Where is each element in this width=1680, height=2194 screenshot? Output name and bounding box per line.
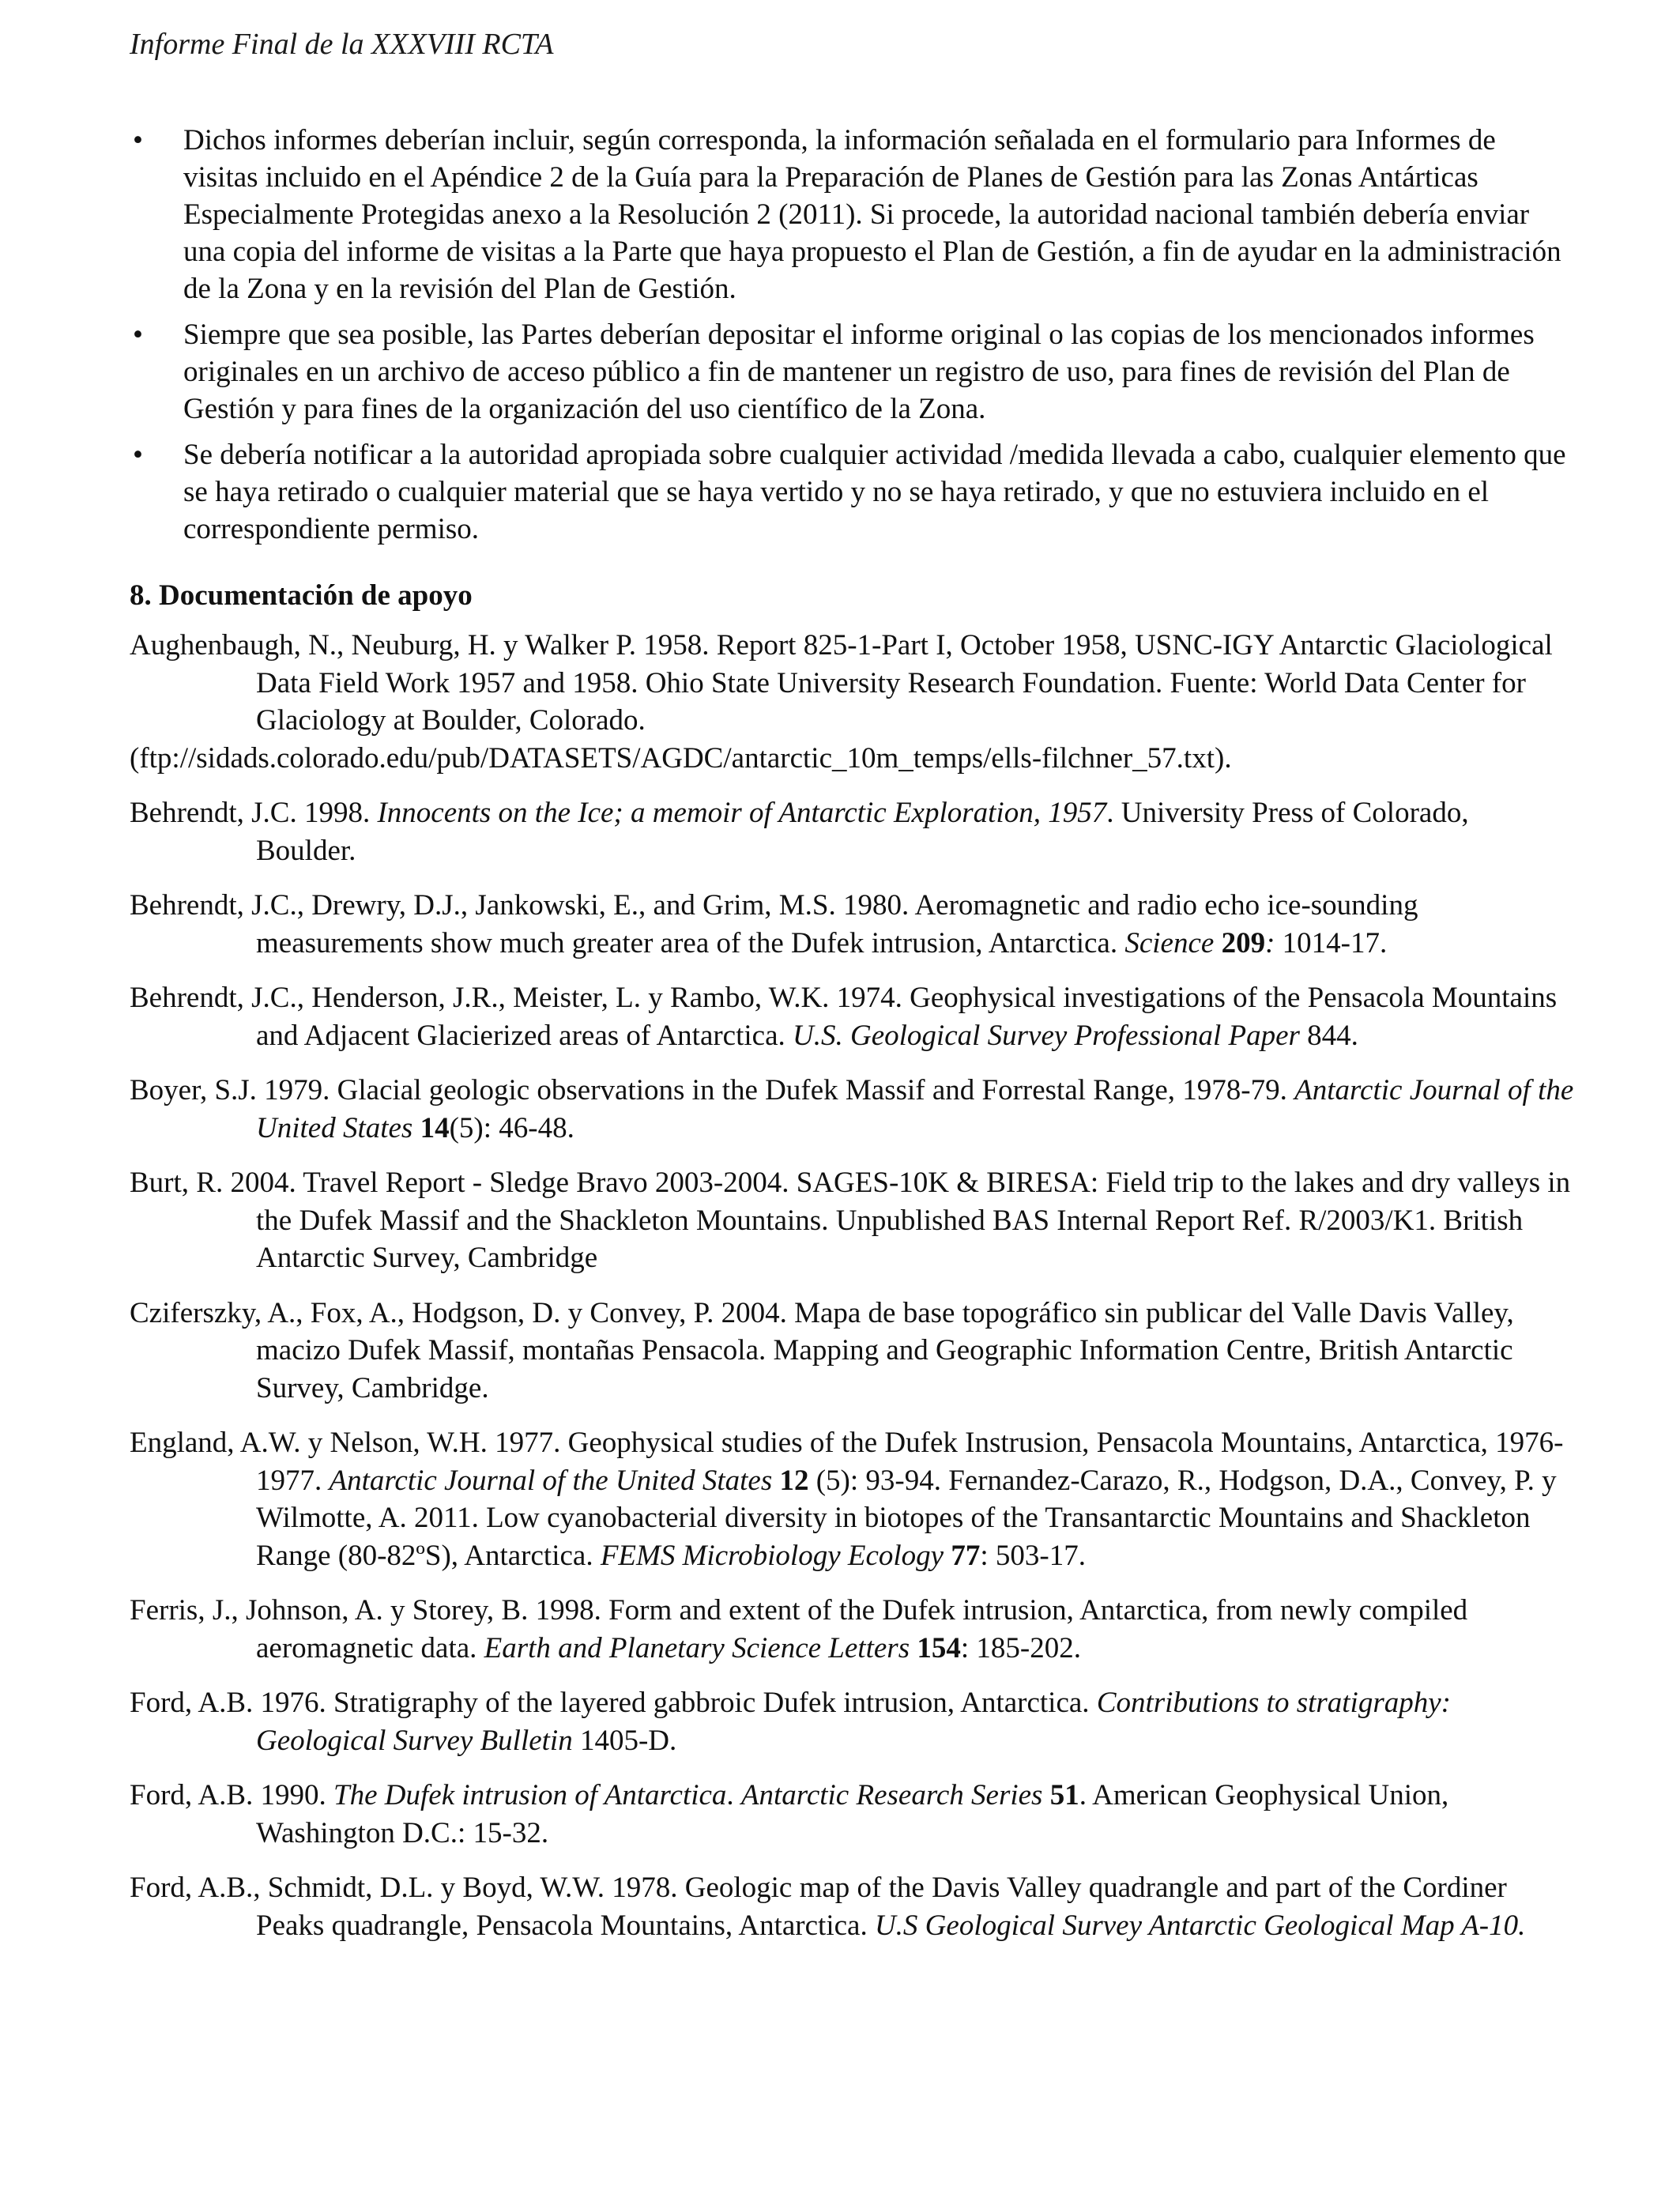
reference-entry [130, 1777, 1576, 1852]
ref-text: : 185-202. [960, 1631, 1081, 1664]
reference-entry [130, 794, 1576, 869]
ref-text: Aughenbaugh, N., Neuburg, H. y Walker P. 1958. Report 825-1-Part I, October 1958, USNC-IGY Antarctic Glaciological Data Field Work 1957 and 1958. Ohio State University Research Foundation. Fuente: World Data Center for Glaciology at Boulder, Colorado. [130, 629, 1553, 737]
ref-volume: 77 [951, 1539, 981, 1572]
bullet-item [130, 436, 1576, 548]
ref-text: 1014-17. [1275, 926, 1388, 959]
ref-text: Ford, A.B. 1990. [130, 1779, 334, 1811]
reference-entry [130, 627, 1576, 777]
ref-url: (ftp://sidads.colorado.edu/pub/DATASETS/AGDC/antarctic_10m_temps/ells-filchner_57.txt). [130, 741, 1232, 775]
ref-volume: 154 [917, 1631, 961, 1664]
ref-title: The Dufek intrusion of Antarctica [333, 1779, 727, 1811]
ref-journal: Antarctic Research Series [740, 1779, 1043, 1811]
ref-text: Boyer, S.J. 1979. Glacial geologic observations in the Dufek Massif and Forrestal Range, 1978-79. [130, 1074, 1295, 1106]
reference-entry [130, 1164, 1576, 1277]
ref-text [412, 1112, 420, 1144]
ref-text [1214, 927, 1221, 959]
ref-text: : [1265, 926, 1275, 959]
reference-entry [130, 1869, 1576, 1944]
bullet-icon: • [133, 319, 143, 351]
ref-text [910, 1632, 917, 1664]
bullet-item [130, 122, 1576, 307]
ref-volume: 209 [1221, 926, 1266, 959]
ref-text: (5): 93-94. Fernandez-Carazo, R., Hodgson, D.A., Convey, P. y Wilmotte, A. 2011. Low cyanobacterial diversity in biotopes of the Transantarctic Mountains and Shackleton Range (80-82ºS), Antarctica. [256, 1464, 1557, 1572]
bullet-text: Siempre que sea posible, las Partes deberían depositar el informe original o las copias de los mencionados informes originales en un archivo de acceso público a fin de mantener un registro de uso, para fines de revisión del Plan de Gestión y para fines de la organización del uso científico de la Zona. [183, 319, 1535, 425]
ref-text: Cziferszky, A., Fox, A., Hodgson, D. y Convey, P. 2004. Mapa de base topográfico sin publicar del Valle Davis Valley, macizo Dufek Massif, montañas Pensacola. Mapping and Geographic Information Centre, British Antarctic Survey, Cambridge. [130, 1296, 1514, 1404]
ref-title: Innocents on the Ice; a memoir of Antarctic Exploration, 1957 [377, 797, 1107, 829]
ref-journal: Contributions to stratigraphy: Geological Survey Bulletin [256, 1687, 1451, 1757]
ref-text: (5): 46-48. [449, 1111, 574, 1144]
ref-text: Behrendt, J.C., Henderson, J.R., Meister, L. y Rambo, W.K. 1974. Geophysical investigations of the Pensacola Mountains and Adjacent Glacierized areas of Antarctica. [130, 982, 1558, 1052]
document-page [130, 24, 1576, 1962]
bullet-item [130, 316, 1576, 428]
ref-text: England, A.W. y Nelson, W.H. 1977. Geophysical studies of the Dufek Instrusion, Pensacola Mountains, Antarctica, 1976-1977. [130, 1427, 1564, 1497]
reference-entry [130, 1592, 1576, 1667]
ref-text: Ford, A.B. 1976. Stratigraphy of the layered gabbroic Dufek intrusion, Antarctica. [130, 1687, 1097, 1719]
section-heading: 8. Documentación de apoyo [130, 579, 473, 612]
ref-text: . [726, 1779, 741, 1811]
ref-journal: FEMS Microbiology Ecology [600, 1539, 944, 1572]
ref-journal: Science [1124, 926, 1215, 959]
ref-text: Ferris, J., Johnson, A. y Storey, B. 1998. Form and extent of the Dufek intrusion, Antarctica, from newly compiled aeromagnetic data. [130, 1594, 1468, 1664]
reference-list [130, 627, 1576, 1944]
ref-text: Burt, R. 2004. Travel Report - Sledge Bravo 2003-2004. SAGES-10K & BIRESA: Field trip to the lakes and dry valleys in the Dufek Massif and the Shackleton Mountains. Unpublished BAS Internal Report Ref. R/2003/K1. British Antarctic Survey, Cambridge [130, 1167, 1571, 1274]
ref-journal: U.S Geological Survey Antarctic Geological Map A-10. [874, 1909, 1526, 1942]
reference-entry [130, 1295, 1576, 1408]
bullet-text: Se debería notificar a la autoridad apropiada sobre cualquier actividad /medida llevada a cabo, cualquier elemento que se haya retirado o cualquier material que se haya vertido y no se haya retirado, y que no estuviera incluido en el correspondiente permiso. [183, 439, 1566, 545]
ref-text [1042, 1779, 1049, 1811]
reference-entry [130, 1424, 1576, 1574]
bullet-icon: • [133, 439, 143, 471]
ref-text: : 503-17. [980, 1539, 1086, 1572]
ref-journal: Earth and Planetary Science Letters [484, 1631, 910, 1664]
ref-text: 844. [1299, 1019, 1358, 1052]
bullet-icon: • [133, 124, 143, 156]
ref-volume: 12 [779, 1464, 809, 1497]
ref-text: . American Geophysical Union, Washington D.C.: 15-32. [256, 1779, 1449, 1849]
ref-text: Behrendt, J.C. 1998. [130, 797, 378, 829]
reference-entry [130, 979, 1576, 1054]
ref-text: 1405-D. [572, 1724, 677, 1757]
reference-entry [130, 887, 1576, 962]
running-header: Informe Final de la XXXVIII RCTA [130, 28, 554, 61]
ref-journal: Antarctic Journal of the United States [329, 1464, 773, 1497]
ref-volume: 51 [1049, 1779, 1079, 1811]
ref-text [944, 1540, 951, 1572]
ref-volume: 14 [420, 1111, 450, 1144]
ref-text: . University Press of Colorado, Boulder. [256, 797, 1469, 867]
ref-text: Ford, A.B., Schmidt, D.L. y Boyd, W.W. 1978. Geologic map of the Davis Valley quadrangle and part of the Cordiner Peaks quadrangle, Pensacola Mountains, Antarctica. [130, 1872, 1507, 1942]
ref-journal: Antarctic Journal of the United States [256, 1074, 1574, 1144]
bullet-list [130, 122, 1576, 548]
bullet-text: Dichos informes deberían incluir, según corresponda, la información señalada en el formulario para Informes de visitas incluido en el Apéndice 2 de la Guía para la Preparación de Planes de Gestión para las Zonas Antárticas Especialmente Protegidas anexo a la Resolución 2 (2011). Si procede, la autoridad nacional también debería enviar una copia del informe de visitas a la Parte que haya propuesto el Plan de Gestión, a fin de ayudar en la administración de la Zona y en la revisión del Plan de Gestión. [183, 124, 1561, 305]
ref-journal: U.S. Geological Survey Professional Paper [793, 1019, 1300, 1052]
reference-entry [130, 1072, 1576, 1147]
reference-entry [130, 1684, 1576, 1759]
ref-text: Behrendt, J.C., Drewry, D.J., Jankowski, E., and Grim, M.S. 1980. Aeromagnetic and radio echo ice-sounding measurements show much greater area of the Dufek intrusion, Antarctica. [130, 889, 1418, 959]
